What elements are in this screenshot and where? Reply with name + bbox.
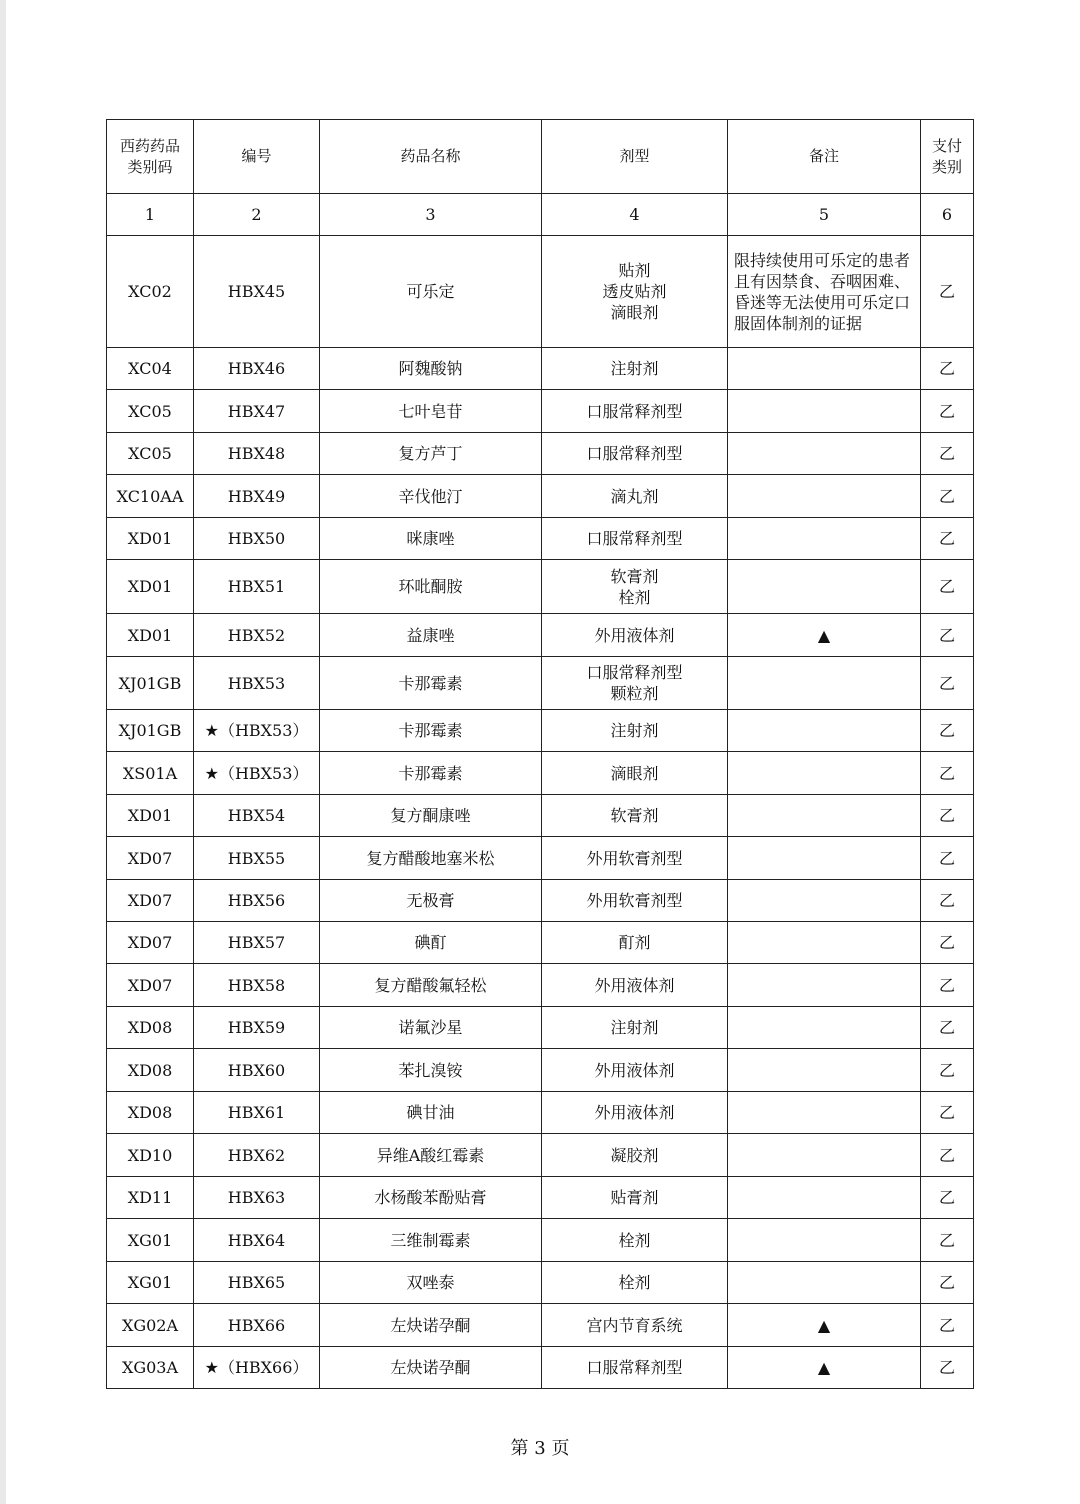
drug-name-cell: 左炔诺孕酮	[320, 1304, 542, 1347]
payment-category-cell: 乙	[921, 657, 974, 710]
table-row	[107, 880, 974, 922]
payment-category-cell: 乙	[921, 236, 974, 348]
drug-name-cell: 三维制霉素	[320, 1219, 542, 1262]
dosage-form-cell: 口服常释剂型	[542, 433, 728, 475]
remarks-cell	[728, 922, 921, 964]
dosage-form-cell: 酊剂	[542, 922, 728, 964]
drug-name-cell: 复方醋酸氟轻松	[320, 964, 542, 1007]
dosage-form-cell: 宫内节育系统	[542, 1304, 728, 1347]
payment-category-cell: 乙	[921, 1049, 974, 1092]
payment-category-cell: 乙	[921, 560, 974, 614]
dosage-form-cell: 滴眼剂	[542, 752, 728, 795]
payment-category-cell: 乙	[921, 752, 974, 795]
table-row	[107, 922, 974, 964]
drug-name-cell: 诺氟沙星	[320, 1007, 542, 1049]
drug-number-cell: HBX56	[194, 880, 320, 922]
remarks-cell	[728, 795, 921, 837]
payment-category-cell: 乙	[921, 433, 974, 475]
dosage-form-cell: 外用软膏剂型	[542, 837, 728, 880]
dosage-form-cell: 口服常释剂型	[542, 1347, 728, 1389]
drug-number-cell: HBX55	[194, 837, 320, 880]
drug-name-cell: 辛伐他汀	[320, 475, 542, 518]
drug-name-cell: 水杨酸苯酚贴膏	[320, 1177, 542, 1219]
drug-number-cell: HBX52	[194, 614, 320, 657]
drug-number-cell: HBX48	[194, 433, 320, 475]
dosage-form-cell: 外用液体剂	[542, 1092, 728, 1134]
remarks-cell	[728, 1177, 921, 1219]
header-number: 编号	[194, 120, 320, 194]
drug-category-code-cell: XJ01GB	[107, 710, 194, 752]
payment-category-cell: 乙	[921, 1219, 974, 1262]
drug-name-cell: 双唑泰	[320, 1262, 542, 1304]
dosage-form-cell: 外用液体剂	[542, 1049, 728, 1092]
dosage-form-cell: 口服常释剂型	[542, 390, 728, 433]
drug-name-cell: 环吡酮胺	[320, 560, 542, 614]
drug-name-cell: 复方酮康唑	[320, 795, 542, 837]
drug-category-code-cell: XD07	[107, 837, 194, 880]
drug-category-code-cell: XD10	[107, 1134, 194, 1177]
drug-number-cell: HBX53	[194, 657, 320, 710]
payment-category-cell: 乙	[921, 390, 974, 433]
payment-category-cell: 乙	[921, 710, 974, 752]
drug-name-cell: 阿魏酸钠	[320, 348, 542, 390]
header-payment-category: 支付 类别	[921, 120, 974, 194]
dosage-form-cell: 软膏剂	[542, 795, 728, 837]
column-number: 6	[921, 194, 974, 236]
drug-category-code-cell: XD01	[107, 518, 194, 560]
column-number: 2	[194, 194, 320, 236]
drug-number-cell: HBX46	[194, 348, 320, 390]
drug-number-cell: HBX57	[194, 922, 320, 964]
payment-category-cell: 乙	[921, 1262, 974, 1304]
drug-number-cell: HBX60	[194, 1049, 320, 1092]
drug-category-code-cell: XC04	[107, 348, 194, 390]
remarks-cell	[728, 1049, 921, 1092]
payment-category-cell: 乙	[921, 795, 974, 837]
remarks-cell: 限持续使用可乐定的患者且有因禁食、吞咽困难、昏迷等无法使用可乐定口服固体制剂的证据	[728, 236, 921, 348]
dosage-form-cell: 滴丸剂	[542, 475, 728, 518]
header-row	[107, 120, 974, 194]
drug-category-code-cell: XD07	[107, 964, 194, 1007]
payment-category-cell: 乙	[921, 1007, 974, 1049]
table-row	[107, 1007, 974, 1049]
table-row	[107, 752, 974, 795]
remarks-cell	[728, 560, 921, 614]
header-category-code: 西药药品 类别码	[107, 120, 194, 194]
drug-number-cell: HBX54	[194, 795, 320, 837]
drug-category-code-cell: XG03A	[107, 1347, 194, 1389]
drug-number-cell: ★（HBX53）	[194, 752, 320, 795]
drug-number-cell: ★（HBX53）	[194, 710, 320, 752]
drug-category-code-cell: XD11	[107, 1177, 194, 1219]
page-number: 第 3 页	[510, 1438, 570, 1459]
drug-number-cell: HBX49	[194, 475, 320, 518]
remarks-cell	[728, 433, 921, 475]
drug-category-code-cell: XC05	[107, 433, 194, 475]
drug-name-cell: 卡那霉素	[320, 710, 542, 752]
column-number: 5	[728, 194, 921, 236]
drug-category-code-cell: XD08	[107, 1049, 194, 1092]
payment-category-cell: 乙	[921, 1177, 974, 1219]
dosage-form-cell: 注射剂	[542, 710, 728, 752]
remarks-cell	[728, 1219, 921, 1262]
drug-name-cell: 咪康唑	[320, 518, 542, 560]
payment-category-cell: 乙	[921, 348, 974, 390]
table-row	[107, 837, 974, 880]
remarks-cell	[728, 1262, 921, 1304]
remarks-cell	[728, 964, 921, 1007]
drug-name-cell: 碘甘油	[320, 1092, 542, 1134]
drug-name-cell: 可乐定	[320, 236, 542, 348]
dosage-form-cell: 注射剂	[542, 348, 728, 390]
table-row	[107, 475, 974, 518]
table-row	[107, 433, 974, 475]
dosage-form-cell: 栓剂	[542, 1262, 728, 1304]
drug-name-cell: 无极膏	[320, 880, 542, 922]
dosage-form-cell: 口服常释剂型	[542, 518, 728, 560]
payment-category-cell: 乙	[921, 880, 974, 922]
drug-category-code-cell: XD01	[107, 795, 194, 837]
table-row	[107, 518, 974, 560]
remarks-cell	[728, 1134, 921, 1177]
payment-category-cell: 乙	[921, 518, 974, 560]
remarks-cell	[728, 710, 921, 752]
dosage-form-cell: 外用液体剂	[542, 614, 728, 657]
remarks-cell	[728, 348, 921, 390]
dosage-form-cell: 贴剂 透皮贴剂 滴眼剂	[542, 236, 728, 348]
header-drug-name: 药品名称	[320, 120, 542, 194]
drug-category-code-cell: XC10AA	[107, 475, 194, 518]
drug-name-cell: 碘酊	[320, 922, 542, 964]
drug-number-cell: HBX62	[194, 1134, 320, 1177]
table-row	[107, 236, 974, 348]
payment-category-cell: 乙	[921, 1092, 974, 1134]
table-row	[107, 348, 974, 390]
drug-category-code-cell: XC02	[107, 236, 194, 348]
drug-number-cell: HBX66	[194, 1304, 320, 1347]
dosage-form-cell: 外用软膏剂型	[542, 880, 728, 922]
drug-number-cell: HBX61	[194, 1092, 320, 1134]
remarks-cell	[728, 475, 921, 518]
drug-number-cell: HBX50	[194, 518, 320, 560]
drug-number-cell: HBX65	[194, 1262, 320, 1304]
drug-category-code-cell: XD08	[107, 1007, 194, 1049]
drug-category-code-cell: XG02A	[107, 1304, 194, 1347]
payment-category-cell: 乙	[921, 922, 974, 964]
table-row	[107, 560, 974, 614]
remarks-cell	[728, 1092, 921, 1134]
drug-number-cell: HBX58	[194, 964, 320, 1007]
drug-category-code-cell: XS01A	[107, 752, 194, 795]
dosage-form-cell: 口服常释剂型 颗粒剂	[542, 657, 728, 710]
drug-category-code-cell: XC05	[107, 390, 194, 433]
column-number: 3	[320, 194, 542, 236]
payment-category-cell: 乙	[921, 1347, 974, 1389]
drug-number-cell: HBX59	[194, 1007, 320, 1049]
remarks-cell: ▲	[728, 1347, 921, 1389]
drug-category-code-cell: XD07	[107, 922, 194, 964]
drug-number-cell: HBX63	[194, 1177, 320, 1219]
table-row	[107, 1177, 974, 1219]
table-row	[107, 710, 974, 752]
payment-category-cell: 乙	[921, 837, 974, 880]
drug-name-cell: 复方芦丁	[320, 433, 542, 475]
table-row	[107, 1092, 974, 1134]
drug-name-cell: 卡那霉素	[320, 657, 542, 710]
remarks-cell	[728, 837, 921, 880]
column-number: 1	[107, 194, 194, 236]
remarks-cell	[728, 518, 921, 560]
table-row	[107, 1304, 974, 1347]
drug-category-code-cell: XD01	[107, 614, 194, 657]
dosage-form-cell: 贴膏剂	[542, 1177, 728, 1219]
drug-category-code-cell: XJ01GB	[107, 657, 194, 710]
header-remarks: 备注	[728, 120, 921, 194]
payment-category-cell: 乙	[921, 1304, 974, 1347]
table-row	[107, 614, 974, 657]
payment-category-cell: 乙	[921, 614, 974, 657]
table-row	[107, 795, 974, 837]
drug-name-cell: 七叶皂苷	[320, 390, 542, 433]
dosage-form-cell: 栓剂	[542, 1219, 728, 1262]
drug-number-cell: HBX47	[194, 390, 320, 433]
drug-category-code-cell: XD01	[107, 560, 194, 614]
drug-name-cell: 益康唑	[320, 614, 542, 657]
remarks-cell	[728, 880, 921, 922]
drug-number-cell: HBX45	[194, 236, 320, 348]
payment-category-cell: 乙	[921, 475, 974, 518]
dosage-form-cell: 软膏剂 栓剂	[542, 560, 728, 614]
drug-name-cell: 复方醋酸地塞米松	[320, 837, 542, 880]
dosage-form-cell: 外用液体剂	[542, 964, 728, 1007]
drug-number-cell: HBX64	[194, 1219, 320, 1262]
drug-name-cell: 左炔诺孕酮	[320, 1347, 542, 1389]
drug-name-cell: 异维A酸红霉素	[320, 1134, 542, 1177]
column-number: 4	[542, 194, 728, 236]
remarks-cell	[728, 390, 921, 433]
drug-name-cell: 卡那霉素	[320, 752, 542, 795]
drug-number-cell: HBX51	[194, 560, 320, 614]
drug-category-code-cell: XG01	[107, 1219, 194, 1262]
drug-number-cell: ★（HBX66）	[194, 1347, 320, 1389]
table-row	[107, 1219, 974, 1262]
table-row	[107, 657, 974, 710]
table-row	[107, 1049, 974, 1092]
remarks-cell	[728, 752, 921, 795]
table-row	[107, 1347, 974, 1389]
remarks-cell	[728, 1007, 921, 1049]
table-row	[107, 1262, 974, 1304]
remarks-cell: ▲	[728, 614, 921, 657]
remarks-cell	[728, 657, 921, 710]
drug-category-code-cell: XG01	[107, 1262, 194, 1304]
drug-category-code-cell: XD08	[107, 1092, 194, 1134]
drug-name-cell: 苯扎溴铵	[320, 1049, 542, 1092]
dosage-form-cell: 凝胶剂	[542, 1134, 728, 1177]
drug-table	[106, 119, 974, 1389]
header-dosage-form: 剂型	[542, 120, 728, 194]
table-row	[107, 1134, 974, 1177]
payment-category-cell: 乙	[921, 964, 974, 1007]
column-number-row	[107, 194, 974, 236]
payment-category-cell: 乙	[921, 1134, 974, 1177]
remarks-cell: ▲	[728, 1304, 921, 1347]
table-row	[107, 964, 974, 1007]
dosage-form-cell: 注射剂	[542, 1007, 728, 1049]
drug-category-code-cell: XD07	[107, 880, 194, 922]
table-row	[107, 390, 974, 433]
